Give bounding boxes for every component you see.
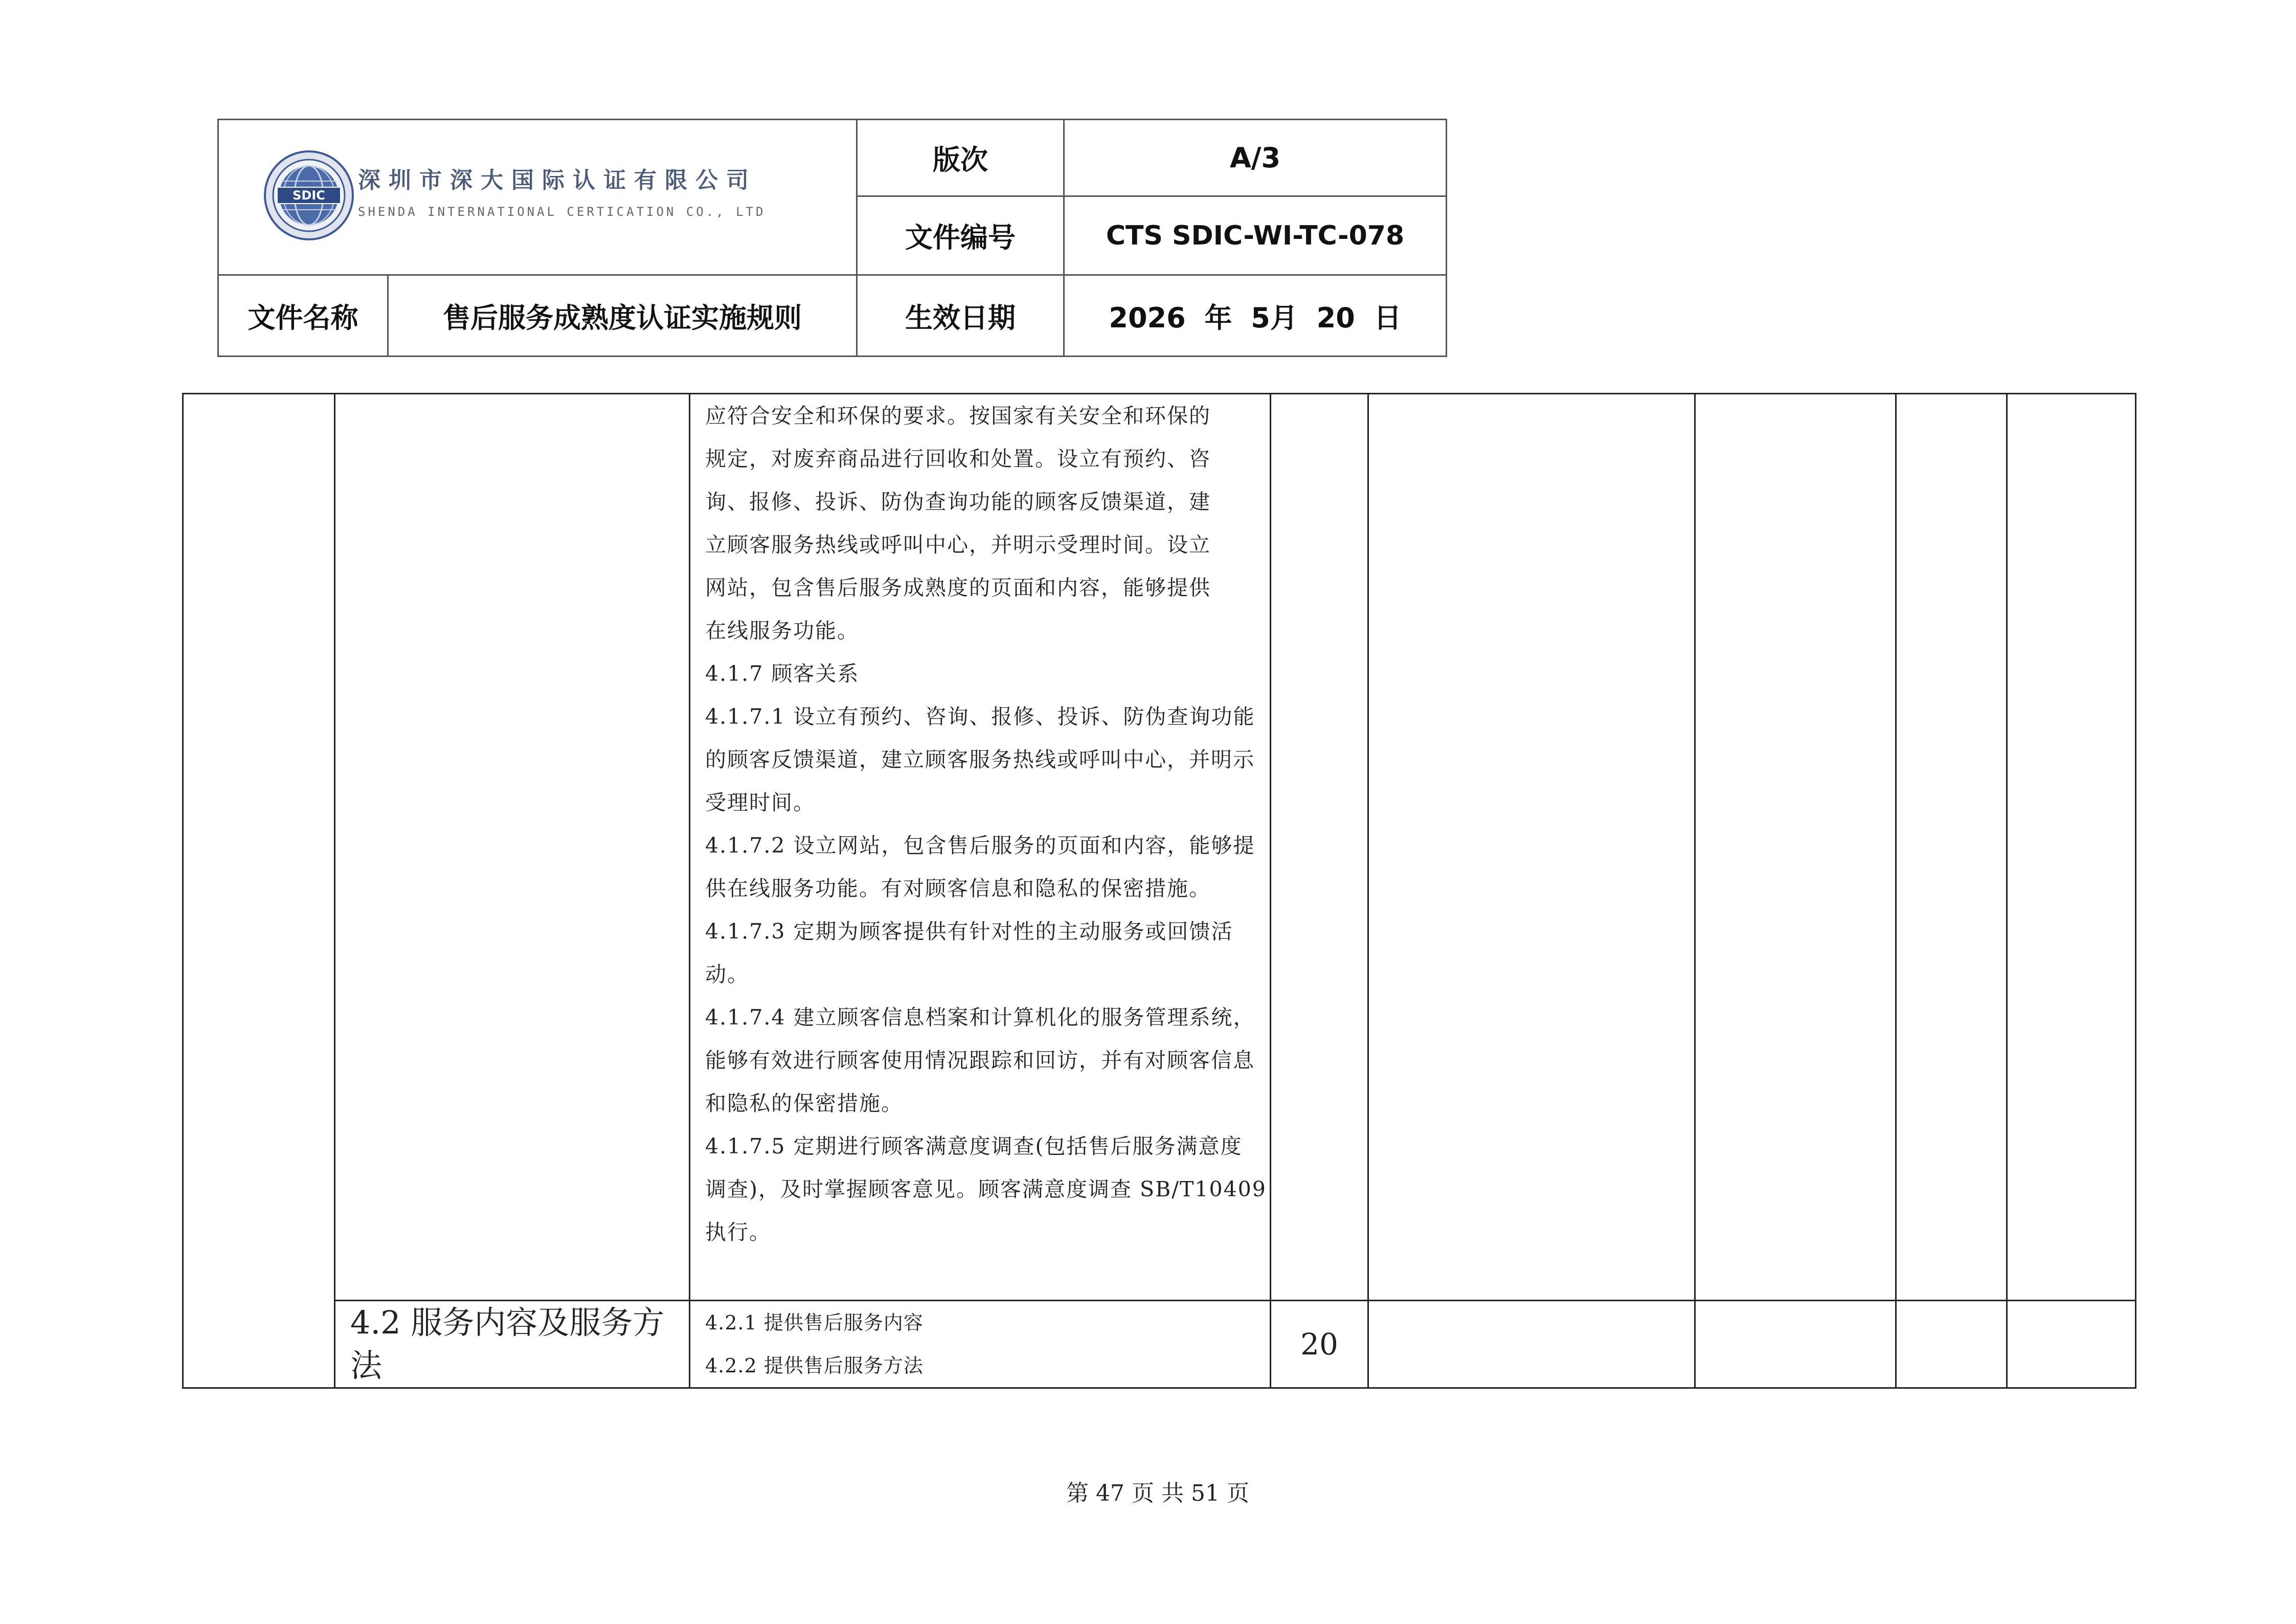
table-row [183, 1301, 2136, 1388]
effective-date-label: 生效日期 [857, 275, 1064, 357]
table-row [183, 394, 2136, 1301]
document-number-value: CTS SDIC-WI-TC-078 [1064, 196, 1447, 275]
section-title-line: 4.2 服务内容及服务方 [350, 1304, 665, 1341]
content-line: 动。 [705, 962, 749, 987]
content-line: 供在线服务功能。有对顾客信息和隐私的保密措施。 [705, 876, 1211, 901]
document-name-value: 售后服务成熟度认证实施规则 [388, 275, 857, 357]
content-line: 4.1.7.4 建立顾客信息档案和计算机化的服务管理系统， [705, 1005, 1255, 1030]
blank-cell [335, 394, 690, 1301]
blank-cell [1271, 394, 1368, 1301]
content-line: 4.1.7.2 设立网站，包含售后服务的页面和内容，能够提 [705, 833, 1255, 858]
content-line: 应符合安全和环保的要求。按国家有关安全和环保的 [705, 404, 1211, 428]
version-value: A/3 [1064, 120, 1447, 196]
blank-cell [1695, 394, 1896, 1301]
requirement-content-cell [690, 394, 1271, 1301]
effective-date-value: 2026 年 5月 20 日 [1064, 275, 1447, 357]
blank-cell [1368, 1301, 1695, 1388]
section-title-line: 法 [350, 1347, 382, 1384]
blank-cell [1695, 1301, 1896, 1388]
blank-cell [2007, 1301, 2136, 1388]
content-line: 执行。 [705, 1220, 771, 1244]
company-name-cn: 深圳市深大国际认证有限公司 [358, 167, 757, 193]
content-line: 4.2.1 提供售后服务内容 [705, 1311, 924, 1334]
company-name-en: SHENDA INTERNATIONAL CERTICATION CO., LTD [358, 205, 766, 219]
content-line: 询、报修、投诉、防伪查询功能的顾客反馈渠道，建 [705, 490, 1211, 514]
company-logo-icon [263, 149, 355, 241]
content-line: 的顾客反馈渠道，建立顾客服务热线或呼叫中心，并明示 [705, 747, 1255, 772]
content-line: 立顾客服务热线或呼叫中心，并明示受理时间。设立 [705, 532, 1211, 557]
content-line: 和隐私的保密措施。 [705, 1091, 903, 1116]
blank-cell [2007, 394, 2136, 1301]
content-line: 规定，对废弃商品进行回收和处置。设立有预约、咨 [705, 447, 1211, 471]
page-number: 第 47 页 共 51 页 [1066, 1480, 1249, 1506]
blank-cell [183, 394, 335, 1388]
score-cell: 20 [1271, 1301, 1368, 1388]
content-line: 4.2.2 提供售后服务方法 [705, 1354, 924, 1377]
content-line: 4.1.7.1 设立有预约、咨询、报修、投诉、防伪查询功能 [705, 704, 1255, 729]
main-table [182, 393, 2136, 1389]
content-line: 受理时间。 [705, 790, 815, 815]
blank-cell [1368, 394, 1695, 1301]
content-line: 网站，包含售后服务成熟度的页面和内容，能够提供 [705, 575, 1211, 600]
content-line: 调查)，及时掌握顾客意见。顾客满意度调查 SB/T10409 [705, 1177, 1267, 1202]
blank-cell [1896, 1301, 2007, 1388]
logo-mark-text: SDIC [292, 188, 325, 203]
content-line: 4.1.7 顾客关系 [705, 661, 860, 686]
blank-cell [1896, 394, 2007, 1301]
document-name-label: 文件名称 [218, 275, 388, 357]
document-number-label: 文件编号 [857, 196, 1064, 275]
requirement-content-cell [690, 1301, 1271, 1388]
content-line: 在线服务功能。 [705, 618, 859, 643]
section-title-cell [335, 1301, 690, 1388]
document-header-table [217, 119, 1447, 357]
content-line: 4.1.7.5 定期进行顾客满意度调查(包括售后服务满意度 [705, 1134, 1243, 1159]
header-row [218, 275, 1447, 357]
content-line: 4.1.7.3 定期为顾客提供有针对性的主动服务或回馈活 [705, 919, 1233, 944]
version-label: 版次 [857, 120, 1064, 196]
content-line: 能够有效进行顾客使用情况跟踪和回访，并有对顾客信息 [705, 1048, 1255, 1073]
